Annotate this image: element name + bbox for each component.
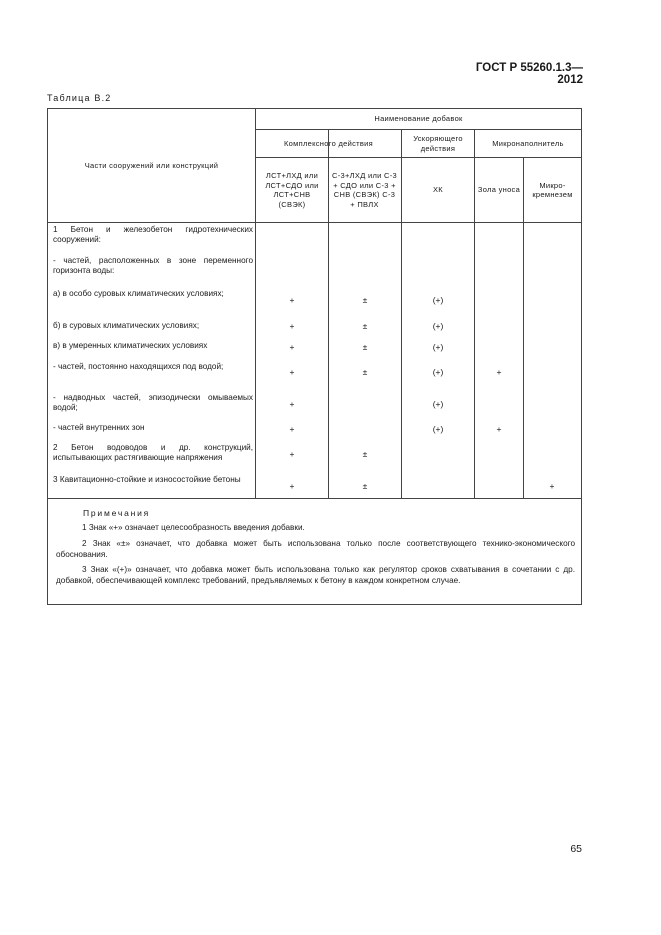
page-number: 65 xyxy=(570,843,582,855)
header-complex: Комплексного действия xyxy=(283,138,374,148)
cell-mark: ± xyxy=(362,342,368,352)
standard-designation: ГОСТ Р 55260.1.3—2012 xyxy=(475,62,583,86)
cell-mark: + xyxy=(496,424,502,434)
table-caption: Таблица В.2 xyxy=(47,93,112,103)
header-col1: ЛСТ+ЛХД или ЛСТ+СДО или ЛСТ+СНВ (СВЭК) xyxy=(265,171,319,209)
cell-mark: (+) xyxy=(432,321,444,331)
cell-mark: + xyxy=(289,295,295,305)
cell-mark: + xyxy=(496,367,502,377)
cell-mark: + xyxy=(549,481,555,491)
cell-mark: ± xyxy=(362,321,368,331)
table-row-label: 1 Бетон и железобетон гидротехнических сооружений: xyxy=(53,225,253,245)
cell-mark: + xyxy=(289,424,295,434)
cell-mark: + xyxy=(289,399,295,409)
notes-title: Примечания xyxy=(83,508,151,518)
table-row-label: - частей, расположенных в зоне переменного горизонта воды: xyxy=(53,256,253,276)
cell-mark: + xyxy=(289,449,295,459)
cell-mark: ± xyxy=(362,367,368,377)
table-row-label: б) в суровых климатических условиях; xyxy=(53,321,200,330)
note-item: 2 Знак «±» означает, что добавка может быть использована только после соответствующего технико-экономического обоснования. xyxy=(56,539,575,559)
cell-mark: ± xyxy=(362,481,368,491)
cell-mark: ± xyxy=(362,295,368,305)
table-row-label: - частей внутренних зон xyxy=(53,423,145,432)
header-accelerating: Ускоряющего действия xyxy=(413,134,463,153)
header-col2: С-3+ЛХД или С-3 + СДО или С-3 + СНВ (СВЭК) С-3 + ПВЛХ xyxy=(332,171,397,209)
table-row-label: 3 Кавитационно-стойкие и износостойкие бетоны xyxy=(53,475,241,484)
table-row-label: 2 Бетон водоводов и др. конструкций, испытывающих растягивающие напряжения xyxy=(53,443,253,463)
table-row-label: - надводных частей, эпизодически омываемых водой; xyxy=(53,393,253,413)
table-row-label: в) в умеренных климатических условиях xyxy=(53,341,208,350)
header-col3: ХК xyxy=(433,185,443,195)
table-row-label: а) в особо суровых климатических условиях; xyxy=(53,289,224,298)
cell-mark: (+) xyxy=(432,295,444,305)
cell-mark: ± xyxy=(362,449,368,459)
cell-mark: + xyxy=(289,367,295,377)
cell-mark: + xyxy=(289,342,295,352)
cell-mark: (+) xyxy=(432,424,444,434)
table-row-label: - частей, постоянно находящихся под водой; xyxy=(53,362,224,371)
header-parts: Части сооружений или конструкций xyxy=(84,160,219,170)
header-microfiller: Микронаполнитель xyxy=(492,138,564,148)
cell-mark: (+) xyxy=(432,399,444,409)
cell-mark: (+) xyxy=(432,342,444,352)
cell-mark: + xyxy=(289,481,295,491)
note-item: 3 Знак «(+)» означает, что добавка может быть использована только как регулятор сроков схватывания в сочетании с др. добавкой, обеспечивающей комплекс требований, предъявляемых к бетону в каждом конкретном случае. xyxy=(56,565,575,585)
cell-mark: (+) xyxy=(432,367,444,377)
header-col5: Микро-кремнезем xyxy=(532,180,573,199)
cell-mark: + xyxy=(289,321,295,331)
note-item: 1 Знак «+» означает целесообразность введения добавки. xyxy=(82,523,305,532)
header-additives: Наименование добавок xyxy=(374,114,463,124)
header-col4: Зола уноса xyxy=(477,185,521,195)
additives-table xyxy=(47,108,582,605)
